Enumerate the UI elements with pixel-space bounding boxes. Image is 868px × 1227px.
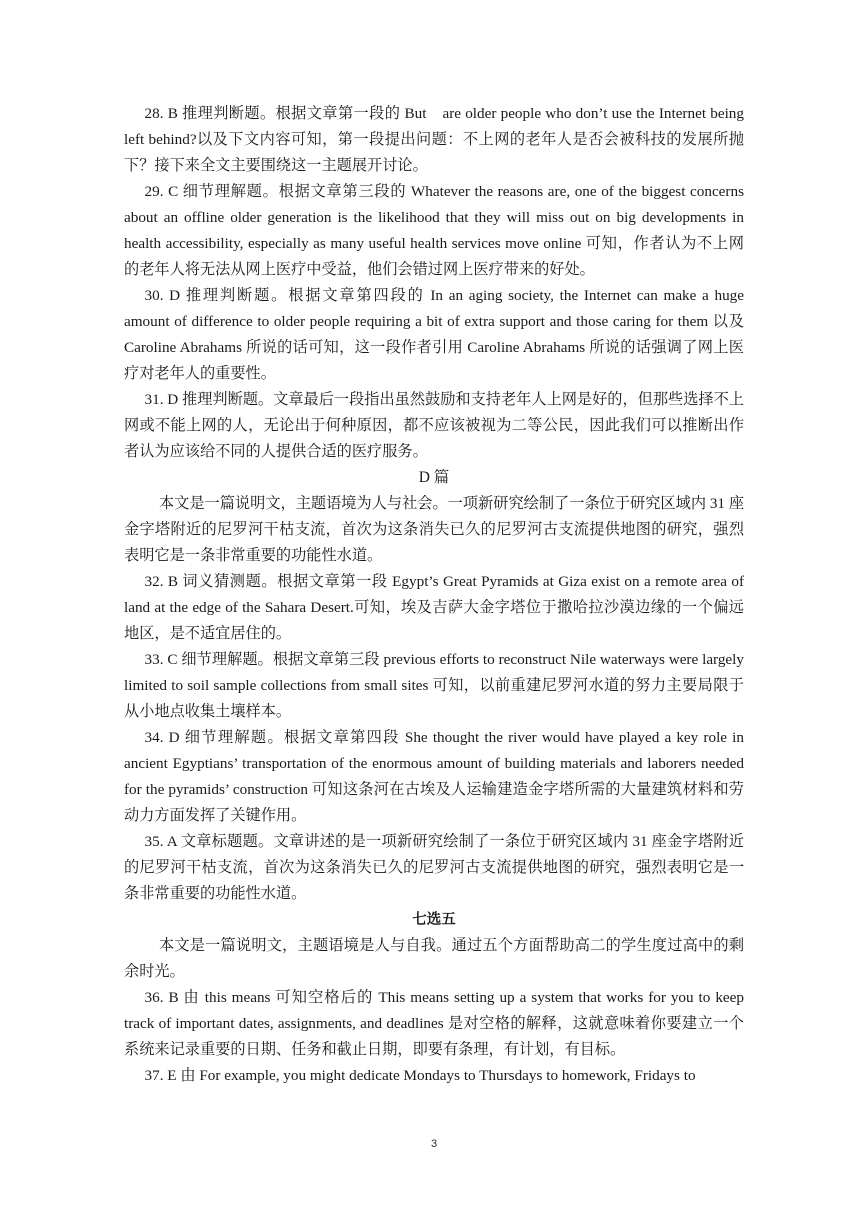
answer-29: 29. C 细节理解题。根据文章第三段的 Whatever the reasons are, one of the biggest concerns about an offline older generation is the likelihood that they will miss out on big developments in health accessibility, especially as many useful health services move online 可知，作者认为不上网的老年人将无法从网上医疗中受益，他们会错过网上医疗带来的好处。 — [124, 183, 744, 278]
section-d-intro: 本文是一篇说明文，主题语境为人与社会。一项新研究绘制了一条位于研究区域内 31 座金字塔附近的尼罗河干枯支流，首次为这条消失已久的尼罗河古支流提供地图的研究，强烈表明它是一条非常重要的功能性水道。 — [124, 495, 744, 564]
answer-32: 32. B 词义猜测题。根据文章第一段 Egypt’s Great Pyramids at Giza exist on a remote area of land at the edge of the Sahara Desert.可知，埃及吉萨大金字塔位于撒哈拉沙漠边缘的一个偏远地区，是不适宜居住的。 — [124, 573, 744, 642]
answer-28: 28. B 推理判断题。根据文章第一段的 But are older people who don’t use the Internet being left behind?以及下文内容可知，第一段提出问题：不上网的老年人是否会被科技的发展所抛下？接下来全文主要围绕这一主题展开讨论。 — [124, 105, 744, 174]
seven-choose-five-intro: 本文是一篇说明文，主题语境是人与自我。通过五个方面帮助高二的学生度过高中的剩余时光。 — [124, 937, 744, 980]
seven-choose-five-title: 七选五 — [412, 912, 456, 928]
page-number: 3 — [430, 1138, 438, 1150]
answer-31: 31. D 推理判断题。文章最后一段指出虽然鼓励和支持老年人上网是好的，但那些选择不上网或不能上网的人，无论出于何种原因，都不应该被视为二等公民，因此我们可以推断出作者认为应该给不同的人提供合适的医疗服务。 — [124, 391, 744, 460]
section-d-title: D 篇 — [418, 469, 450, 486]
document-body — [124, 101, 744, 1089]
answer-34: 34. D 细节理解题。根据文章第四段 She thought the river would have played a key role in ancient Egyptians’ transportation of the enormous amount of building materials and laborers needed for the pyramids’ construction 可知这条河在古埃及人运输建造金字塔所需的大量建筑材料和劳动力方面发挥了关键作用。 — [124, 729, 744, 824]
answer-37: 37. E 由 For example, you might dedicate Mondays to Thursdays to homework, Fridays to — [144, 1067, 696, 1084]
answer-35: 35. A 文章标题题。文章讲述的是一项新研究绘制了一条位于研究区域内 31 座金字塔附近的尼罗河干枯支流，首次为这条消失已久的尼罗河古支流提供地图的研究，强烈表明它是一条非常重要的功能性水道。 — [124, 833, 744, 902]
answer-36: 36. B 由 this means 可知空格后的 This means setting up a system that works for you to keep track of important dates, assignments, and deadlines 是对空格的解释，这就意味着你要建立一个系统来记录重要的日期、任务和截止日期，即要有条理，有计划，有目标。 — [124, 989, 744, 1058]
answer-33: 33. C 细节理解题。根据文章第三段 previous efforts to reconstruct Nile waterways were largely limited to soil sample collections from small sites 可知，以前重建尼罗河水道的努力主要局限于从小地点收集土壤样本。 — [124, 651, 744, 720]
answer-30: 30. D 推理判断题。根据文章第四段的 In an aging society, the Internet can make a huge amount of difference to older people requiring a bit of extra support and those caring for them 以及 Caroline Abrahams 所说的话可知，这一段作者引用 Caroline Abrahams 所说的话强调了网上医疗对老年人的重要性。 — [124, 287, 744, 382]
